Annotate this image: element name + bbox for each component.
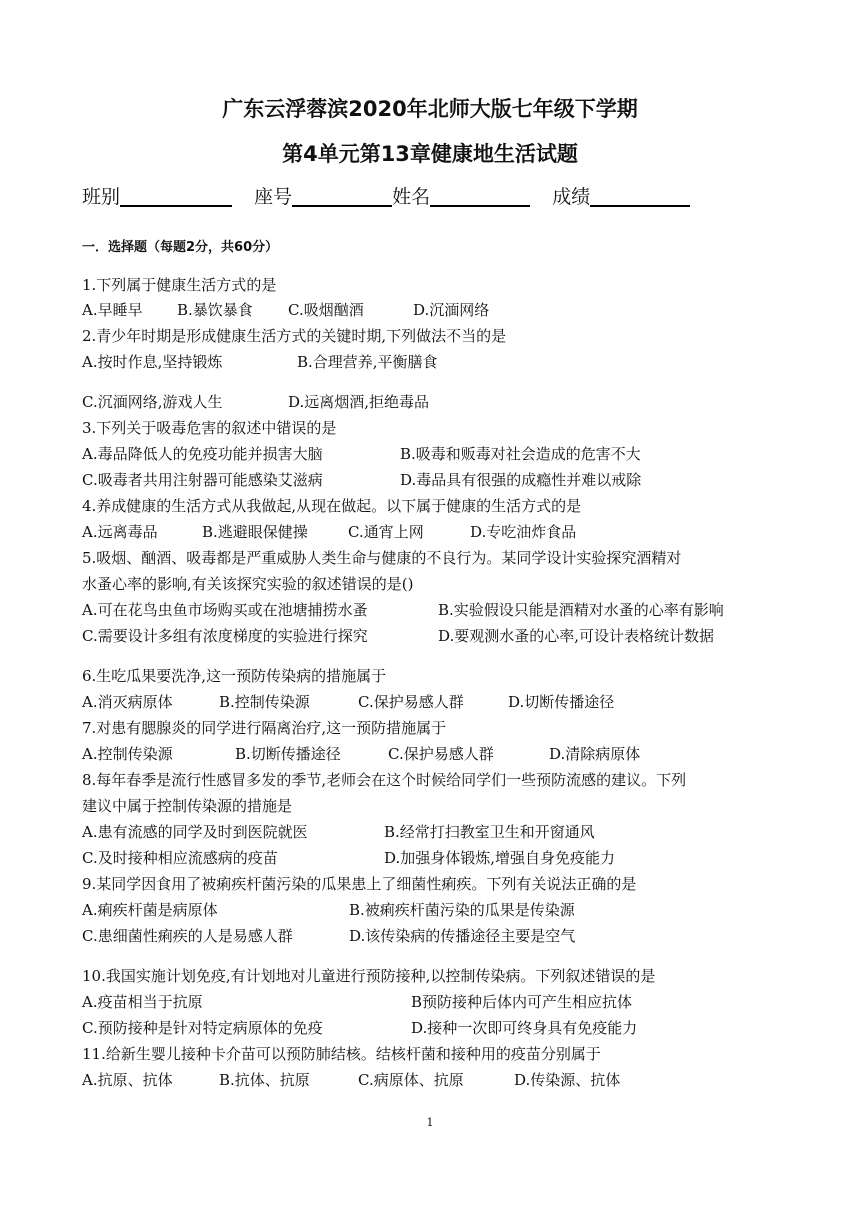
question-stem-continued: 建议中属于控制传染源的措施是 — [82, 797, 293, 815]
question-stem: 8.每年春季是流行性感冒多发的季节,老师会在这个时候给同学们一些预防流感的建议。下列 — [82, 771, 687, 789]
option-c: C.保护易感人群 — [388, 745, 494, 763]
option-c: C.保护易感人群 — [358, 693, 464, 711]
question-stem: 2.青少年时期是形成健康生活方式的关键时期,下列做法不当的是 — [82, 327, 507, 345]
option-c: C.吸烟酗酒 — [288, 301, 364, 319]
question-stem: 7.对患有腮腺炎的同学进行隔离治疗,这一预防措施属于 — [82, 719, 447, 737]
option-d: D.传染源、抗体 — [514, 1071, 621, 1089]
question-stem: 11.给新生婴儿接种卡介苗可以预防肺结核。结核杆菌和接种用的疫苗分别属于 — [82, 1045, 601, 1063]
option-a: A.按时作息,坚持锻炼 — [82, 353, 223, 371]
question-stem: 5.吸烟、酗酒、吸毒都是严重威胁人类生命与健康的不良行为。某同学设计实验探究酒精对 — [82, 549, 682, 567]
section-heading: 一．选择题（每题2分，共60分） — [82, 240, 279, 255]
score-blank[interactable] — [590, 185, 690, 207]
option-d: D.毒品具有很强的成瘾性并难以戒除 — [400, 471, 642, 489]
option-c: C.通宵上网 — [348, 523, 424, 541]
option-a: A.患有流感的同学及时到医院就医 — [82, 823, 308, 841]
option-d: D.要观测水蚤的心率,可设计表格统计数据 — [438, 627, 715, 645]
seat-blank[interactable] — [292, 185, 392, 207]
option-b: B预防接种后体内可产生相应抗体 — [411, 993, 633, 1011]
option-b: B.抗体、抗原 — [219, 1071, 310, 1089]
option-d: D.清除病原体 — [549, 745, 641, 763]
option-a: A.痢疾杆菌是病原体 — [82, 901, 218, 919]
question-stem: 10.我国实施计划免疫,有计划地对儿童进行预防接种,以控制传染病。下列叙述错误的是 — [82, 967, 656, 985]
option-c: C.患细菌性痢疾的人是易感人群 — [82, 927, 293, 945]
option-d: D.接种一次即可终身具有免疫能力 — [411, 1019, 638, 1037]
option-b: B.暴饮暴食 — [177, 301, 253, 319]
option-b: B.经常打扫教室卫生和开窗通风 — [384, 823, 595, 841]
option-b: B.被痢疾杆菌污染的瓜果是传染源 — [349, 901, 575, 919]
option-c: C.需要设计多组有浓度梯度的实验进行探究 — [82, 627, 368, 645]
exam-title-line2: 第4单元第13章健康地生活试题 — [282, 142, 578, 166]
option-d: D.切断传播途径 — [508, 693, 615, 711]
option-c: C.沉湎网络,游戏人生 — [82, 393, 223, 411]
option-a: A.早睡早 — [82, 301, 143, 319]
seat-label: 座号 — [254, 186, 293, 208]
student-info-row — [82, 182, 690, 209]
option-a: A.可在花鸟虫鱼市场购买或在池塘捕捞水蚤 — [82, 601, 368, 619]
option-a: A.疫苗相当于抗原 — [82, 993, 203, 1011]
option-d: D.专吃油炸食品 — [470, 523, 577, 541]
class-label: 班别 — [82, 186, 121, 208]
option-a: A.毒品降低人的免疫功能并损害大脑 — [82, 445, 323, 463]
option-b: B.实验假设只能是酒精对水蚤的心率有影响 — [438, 601, 724, 619]
option-b: B.逃避眼保健操 — [202, 523, 308, 541]
question-stem: 4.养成健康的生活方式从我做起,从现在做起。以下属于健康的生活方式的是 — [82, 497, 582, 515]
option-d: D.加强身体锻炼,增强自身免疫能力 — [384, 849, 616, 867]
name-label: 姓名 — [392, 186, 431, 208]
question-stem: 1.下列属于健康生活方式的是 — [82, 276, 277, 294]
option-b: B.切断传播途径 — [235, 745, 341, 763]
option-c: C.及时接种相应流感病的疫苗 — [82, 849, 278, 867]
option-a: A.控制传染源 — [82, 745, 173, 763]
class-blank[interactable] — [120, 185, 232, 207]
option-a: A.远离毒品 — [82, 523, 158, 541]
option-a: A.消灭病原体 — [82, 693, 173, 711]
question-stem: 9.某同学因食用了被痢疾杆菌污染的瓜果患上了细菌性痢疾。下列有关说法正确的是 — [82, 875, 637, 893]
option-b: B.吸毒和贩毒对社会造成的危害不大 — [400, 445, 641, 463]
option-b: B.合理营养,平衡膳食 — [297, 353, 438, 371]
score-label: 成绩 — [552, 186, 591, 208]
question-stem: 3.下列关于吸毒危害的叙述中错误的是 — [82, 419, 337, 437]
option-b: B.控制传染源 — [219, 693, 310, 711]
exam-title-line1: 广东云浮蓉滨2020年北师大版七年级下学期 — [222, 97, 638, 121]
option-d: D.该传染病的传播途径主要是空气 — [349, 927, 576, 945]
option-a: A.抗原、抗体 — [82, 1071, 173, 1089]
name-blank[interactable] — [430, 185, 530, 207]
question-stem: 6.生吃瓜果要洗净,这一预防传染病的措施属于 — [82, 667, 387, 685]
question-stem-continued: 水蚤心率的影响,有关该探究实验的叙述错误的是() — [82, 575, 414, 593]
option-d: D.远离烟酒,拒绝毒品 — [288, 393, 430, 411]
option-c: C.预防接种是针对特定病原体的免疫 — [82, 1019, 323, 1037]
option-c: C.病原体、抗原 — [358, 1071, 464, 1089]
option-c: C.吸毒者共用注射器可能感染艾滋病 — [82, 471, 323, 489]
option-d: D.沉湎网络 — [413, 301, 490, 319]
page-number: 1 — [426, 1116, 434, 1129]
